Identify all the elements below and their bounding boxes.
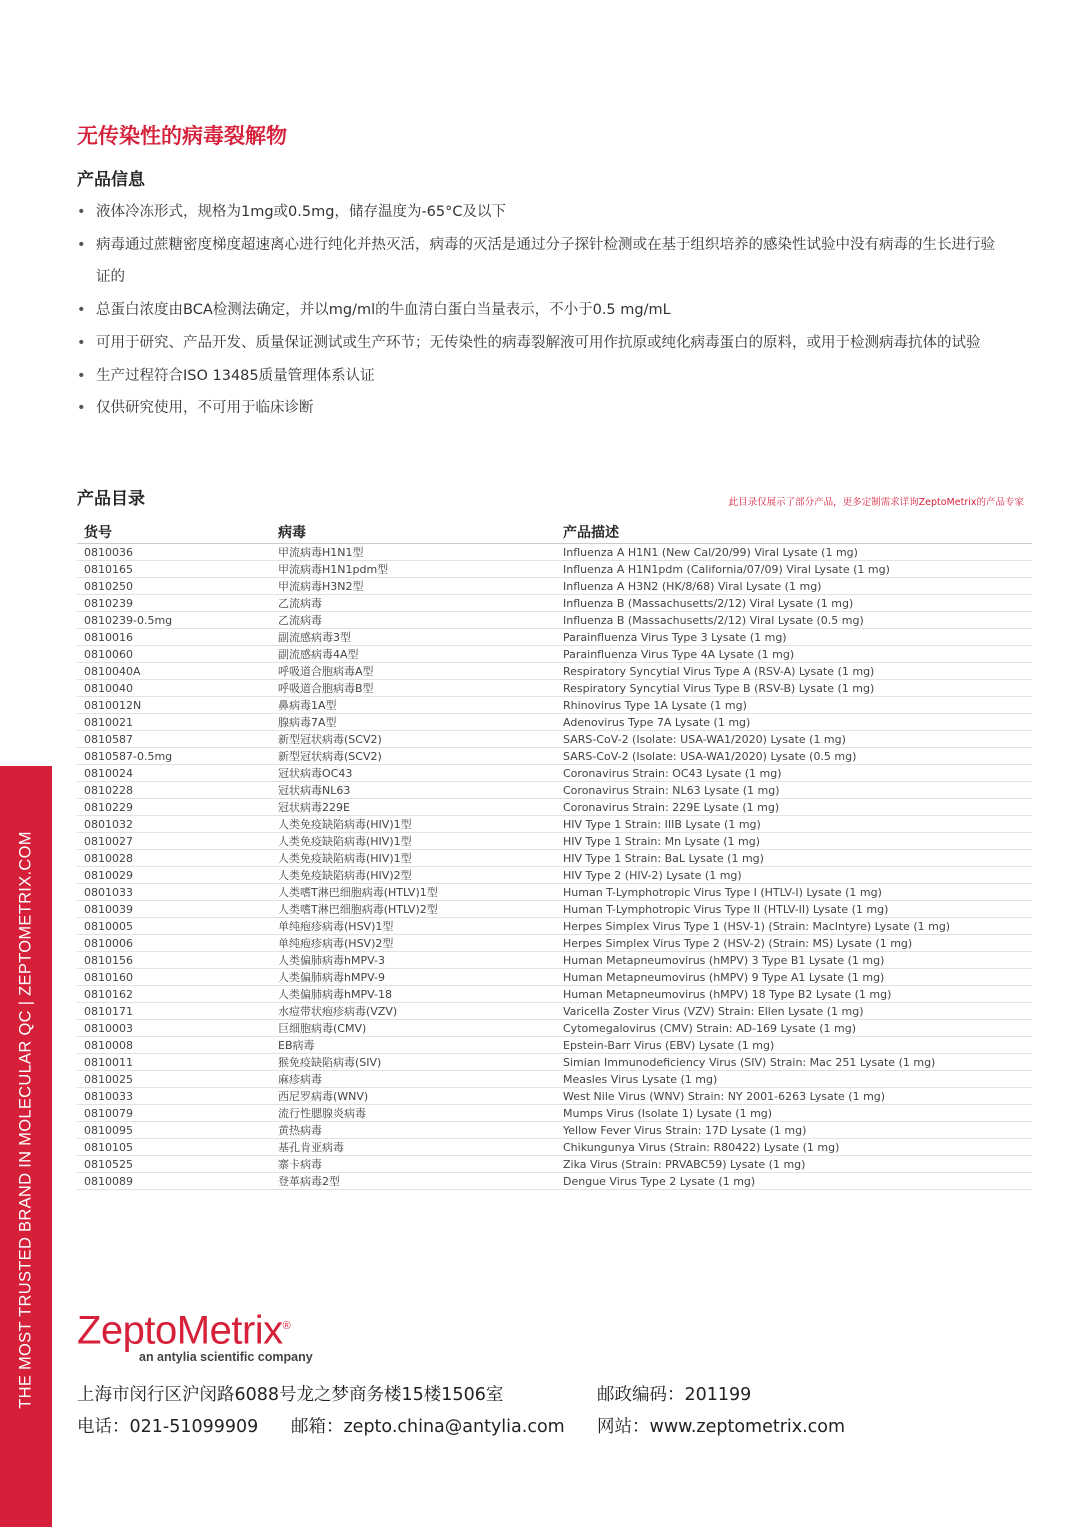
description-cell: Respiratory Syncytial Virus Type A (RSV-A) Lysate (1 mg) (556, 663, 1032, 680)
table-row (77, 1054, 1032, 1071)
info-item: • 液体冷冻形式，规格为1mg或0.5mg，储存温度为-65°C及以下 (77, 196, 997, 229)
description-cell: Coronavirus Strain: OC43 Lysate (1 mg) (556, 765, 1032, 782)
logo-wordmark: ZeptoMetrix (77, 1308, 283, 1353)
sku-cell: 0810040 (77, 680, 271, 697)
description-cell: Simian Immunodeficiency Virus (SIV) Strain: Mac 251 Lysate (1 mg) (556, 1054, 1032, 1071)
table-row (77, 544, 1032, 561)
table-row (77, 561, 1032, 578)
description-cell: Influenza A H1N1 (New Cal/20/99) Viral Lysate (1 mg) (556, 544, 1032, 561)
description-cell: SARS-CoV-2 (Isolate: USA-WA1/2020) Lysate (0.5 mg) (556, 748, 1032, 765)
description-cell: Human T-Lymphotropic Virus Type II (HTLV-II) Lysate (1 mg) (556, 901, 1032, 918)
description-cell: Influenza B (Massachusetts/2/12) Viral Lysate (0.5 mg) (556, 612, 1032, 629)
table-row (77, 731, 1032, 748)
description-cell: Coronavirus Strain: NL63 Lysate (1 mg) (556, 782, 1032, 799)
sku-cell: 0810105 (77, 1139, 271, 1156)
virus-cell: 西尼罗病毒(WNV) (271, 1088, 556, 1105)
sku-cell: 0810006 (77, 935, 271, 952)
sku-cell: 0810029 (77, 867, 271, 884)
virus-cell: 人类免疫缺陷病毒(HIV)1型 (271, 833, 556, 850)
sku-cell: 0810005 (77, 918, 271, 935)
catalog-body (77, 544, 1032, 1190)
table-row (77, 901, 1032, 918)
virus-cell: 人类偏肺病毒hMPV-9 (271, 969, 556, 986)
description-cell: Varicella Zoster Virus (VZV) Strain: Ellen Lysate (1 mg) (556, 1003, 1032, 1020)
info-item: • 仅供研究使用，不可用于临床诊断 (77, 392, 997, 425)
table-row (77, 595, 1032, 612)
sku-cell: 0810250 (77, 578, 271, 595)
description-cell: West Nile Virus (WNV) Strain: NY 2001-6263 Lysate (1 mg) (556, 1088, 1032, 1105)
contact-phone: 电话：021-51099909 (77, 1417, 259, 1437)
registered-mark: ® (282, 1320, 291, 1332)
virus-cell: 乙流病毒 (271, 612, 556, 629)
side-band-text: THE MOST TRUSTED BRAND IN MOLECULAR QC | ZEPTOMETRIX.COM (16, 831, 35, 1409)
description-cell: Adenovirus Type 7A Lysate (1 mg) (556, 714, 1032, 731)
sku-cell: 0810040A (77, 663, 271, 680)
table-row (77, 952, 1032, 969)
table-row (77, 935, 1032, 952)
description-cell: Dengue Virus Type 2 Lysate (1 mg) (556, 1173, 1032, 1190)
table-row (77, 918, 1032, 935)
table-row (77, 612, 1032, 629)
virus-cell: EB病毒 (271, 1037, 556, 1054)
sku-cell: 0810039 (77, 901, 271, 918)
sku-cell: 0810156 (77, 952, 271, 969)
contact-postcode: 邮政编码：201199 (597, 1385, 752, 1405)
sku-cell: 0810028 (77, 850, 271, 867)
virus-cell: 冠状病毒NL63 (271, 782, 556, 799)
description-cell: Herpes Simplex Virus Type 2 (HSV-2) (Strain: MS) Lysate (1 mg) (556, 935, 1032, 952)
virus-cell: 乙流病毒 (271, 595, 556, 612)
virus-cell: 副流感病毒3型 (271, 629, 556, 646)
table-row (77, 1156, 1032, 1173)
table-row (77, 850, 1032, 867)
virus-cell: 甲流病毒H1N1型 (271, 544, 556, 561)
sku-cell: 0810011 (77, 1054, 271, 1071)
sku-cell: 0810160 (77, 969, 271, 986)
virus-cell: 呼吸道合胞病毒B型 (271, 680, 556, 697)
table-row (77, 1037, 1032, 1054)
catalog-table (77, 521, 1032, 1190)
info-item: • 病毒通过蔗糖密度梯度超速离心进行纯化并热灭活，病毒的灭活是通过分子探针检测或在基于组织培养的感染性试验中没有病毒的生长进行验证的 (77, 229, 997, 294)
table-row (77, 1071, 1032, 1088)
contact-address: 上海市闵行区沪闵路6088号龙之梦商务楼15楼1506室 (77, 1385, 504, 1405)
table-row (77, 969, 1032, 986)
sku-cell: 0810229 (77, 799, 271, 816)
description-cell: Yellow Fever Virus Strain: 17D Lysate (1 mg) (556, 1122, 1032, 1139)
description-cell: Human T-Lymphotropic Virus Type I (HTLV-I) Lysate (1 mg) (556, 884, 1032, 901)
virus-cell: 猴免疫缺陷病毒(SIV) (271, 1054, 556, 1071)
table-row (77, 986, 1032, 1003)
virus-cell: 腺病毒7A型 (271, 714, 556, 731)
sku-cell: 0810239-0.5mg (77, 612, 271, 629)
virus-cell: 人类免疫缺陷病毒(HIV)1型 (271, 850, 556, 867)
sku-cell: 0810165 (77, 561, 271, 578)
table-row (77, 1020, 1032, 1037)
virus-cell: 流行性腮腺炎病毒 (271, 1105, 556, 1122)
sku-cell: 0810095 (77, 1122, 271, 1139)
virus-cell: 单纯疱疹病毒(HSV)2型 (271, 935, 556, 952)
catalog-header-row (77, 521, 1032, 544)
virus-cell: 登革病毒2型 (271, 1173, 556, 1190)
description-cell: Human Metapneumovirus (hMPV) 3 Type B1 Lysate (1 mg) (556, 952, 1032, 969)
info-item: • 生产过程符合ISO 13485质量管理体系认证 (77, 360, 997, 393)
description-cell: Chikungunya Virus (Strain: R80422) Lysate (1 mg) (556, 1139, 1032, 1156)
virus-cell: 甲流病毒H3N2型 (271, 578, 556, 595)
table-row (77, 884, 1032, 901)
description-cell: Parainfluenza Virus Type 3 Lysate (1 mg) (556, 629, 1032, 646)
contact-email: 邮箱：zepto.china@antylia.com (291, 1417, 565, 1437)
catalog-note: 此目录仅展示了部分产品，更多定制需求详询ZeptoMetrix的产品专家 (728, 497, 1024, 508)
virus-cell: 冠状病毒229E (271, 799, 556, 816)
sku-cell: 0810012N (77, 697, 271, 714)
catalog-title: 产品目录 (77, 489, 145, 509)
virus-cell: 黄热病毒 (271, 1122, 556, 1139)
sku-cell: 0801032 (77, 816, 271, 833)
table-row (77, 646, 1032, 663)
description-cell: Rhinovirus Type 1A Lysate (1 mg) (556, 697, 1032, 714)
table-row (77, 833, 1032, 850)
table-row (77, 1139, 1032, 1156)
virus-cell: 麻疹病毒 (271, 1071, 556, 1088)
description-cell: Cytomegalovirus (CMV) Strain: AD-169 Lysate (1 mg) (556, 1020, 1032, 1037)
table-row (77, 1088, 1032, 1105)
sku-cell: 0810027 (77, 833, 271, 850)
table-row (77, 816, 1032, 833)
description-cell: Mumps Virus (Isolate 1) Lysate (1 mg) (556, 1105, 1032, 1122)
description-cell: HIV Type 1 Strain: IIIB Lysate (1 mg) (556, 816, 1032, 833)
sku-cell: 0810228 (77, 782, 271, 799)
column-header-description: 产品描述 (556, 521, 1032, 544)
product-info-title: 产品信息 (77, 170, 145, 190)
description-cell: Epstein-Barr Virus (EBV) Lysate (1 mg) (556, 1037, 1032, 1054)
description-cell: Influenza A H3N2 (HK/8/68) Viral Lysate (1 mg) (556, 578, 1032, 595)
contact-website: 网站：www.zeptometrix.com (597, 1417, 846, 1437)
table-row (77, 867, 1032, 884)
virus-cell: 副流感病毒4A型 (271, 646, 556, 663)
page-title: 无传染性的病毒裂解物 (77, 124, 287, 148)
virus-cell: 水痘带状疱疹病毒(VZV) (271, 1003, 556, 1020)
sku-cell: 0810587 (77, 731, 271, 748)
column-header-virus: 病毒 (271, 521, 556, 544)
description-cell: HIV Type 1 Strain: Mn Lysate (1 mg) (556, 833, 1032, 850)
virus-cell: 巨细胞病毒(CMV) (271, 1020, 556, 1037)
virus-cell: 人类偏肺病毒hMPV-3 (271, 952, 556, 969)
virus-cell: 单纯疱疹病毒(HSV)1型 (271, 918, 556, 935)
table-row (77, 1173, 1032, 1190)
virus-cell: 人类免疫缺陷病毒(HIV)1型 (271, 816, 556, 833)
zeptometrix-logo (77, 1304, 313, 1364)
table-row (77, 748, 1032, 765)
virus-cell: 呼吸道合胞病毒A型 (271, 663, 556, 680)
table-row (77, 663, 1032, 680)
virus-cell: 新型冠状病毒(SCV2) (271, 748, 556, 765)
virus-cell: 人类免疫缺陷病毒(HIV)2型 (271, 867, 556, 884)
info-item: • 总蛋白浓度由BCA检测法确定，并以mg/ml的牛血清白蛋白当量表示，不小于0.5 mg/mL (77, 294, 997, 327)
description-cell: Parainfluenza Virus Type 4A Lysate (1 mg) (556, 646, 1032, 663)
sku-cell: 0810587-0.5mg (77, 748, 271, 765)
virus-cell: 人类嗜T淋巴细胞病毒(HTLV)1型 (271, 884, 556, 901)
sku-cell: 0810060 (77, 646, 271, 663)
product-info-list (77, 196, 997, 425)
description-cell: Herpes Simplex Virus Type 1 (HSV-1) (Strain: MacIntyre) Lysate (1 mg) (556, 918, 1032, 935)
table-row (77, 799, 1032, 816)
sku-cell: 0810024 (77, 765, 271, 782)
description-cell: Influenza B (Massachusetts/2/12) Viral Lysate (1 mg) (556, 595, 1032, 612)
description-cell: Respiratory Syncytial Virus Type B (RSV-B) Lysate (1 mg) (556, 680, 1032, 697)
description-cell: Zika Virus (Strain: PRVABC59) Lysate (1 mg) (556, 1156, 1032, 1173)
description-cell: SARS-CoV-2 (Isolate: USA-WA1/2020) Lysate (1 mg) (556, 731, 1032, 748)
virus-cell: 人类嗜T淋巴细胞病毒(HTLV)2型 (271, 901, 556, 918)
description-cell: Coronavirus Strain: 229E Lysate (1 mg) (556, 799, 1032, 816)
table-row (77, 782, 1032, 799)
virus-cell: 新型冠状病毒(SCV2) (271, 731, 556, 748)
table-row (77, 1122, 1032, 1139)
description-cell: Influenza A H1N1pdm (California/07/09) Viral Lysate (1 mg) (556, 561, 1032, 578)
sku-cell: 0801033 (77, 884, 271, 901)
table-row (77, 1003, 1032, 1020)
sku-cell: 0810171 (77, 1003, 271, 1020)
sku-cell: 0810036 (77, 544, 271, 561)
table-row (77, 714, 1032, 731)
table-row (77, 697, 1032, 714)
table-row (77, 765, 1032, 782)
sku-cell: 0810025 (77, 1071, 271, 1088)
info-item: • 可用于研究、产品开发、质量保证测试或生产环节；无传染性的病毒裂解液可用作抗原或纯化病毒蛋白的原料，或用于检测病毒抗体的试验 (77, 327, 997, 360)
virus-cell: 冠状病毒OC43 (271, 765, 556, 782)
column-header-sku: 货号 (77, 521, 271, 544)
sku-cell: 0810033 (77, 1088, 271, 1105)
virus-cell: 鼻病毒1A型 (271, 697, 556, 714)
table-row (77, 578, 1032, 595)
description-cell: Human Metapneumovirus (hMPV) 18 Type B2 Lysate (1 mg) (556, 986, 1032, 1003)
sku-cell: 0810016 (77, 629, 271, 646)
table-row (77, 629, 1032, 646)
virus-cell: 寨卡病毒 (271, 1156, 556, 1173)
sku-cell: 0810162 (77, 986, 271, 1003)
virus-cell: 人类偏肺病毒hMPV-18 (271, 986, 556, 1003)
table-row (77, 680, 1032, 697)
description-cell: Human Metapneumovirus (hMPV) 9 Type A1 Lysate (1 mg) (556, 969, 1032, 986)
sku-cell: 0810021 (77, 714, 271, 731)
sku-cell: 0810079 (77, 1105, 271, 1122)
sku-cell: 0810239 (77, 595, 271, 612)
table-row (77, 1105, 1032, 1122)
virus-cell: 甲流病毒H1N1pdm型 (271, 561, 556, 578)
sku-cell: 0810003 (77, 1020, 271, 1037)
sku-cell: 0810008 (77, 1037, 271, 1054)
description-cell: HIV Type 2 (HIV-2) Lysate (1 mg) (556, 867, 1032, 884)
description-cell: Measles Virus Lysate (1 mg) (556, 1071, 1032, 1088)
sku-cell: 0810525 (77, 1156, 271, 1173)
description-cell: HIV Type 1 Strain: BaL Lysate (1 mg) (556, 850, 1032, 867)
sku-cell: 0810089 (77, 1173, 271, 1190)
virus-cell: 基孔肯亚病毒 (271, 1139, 556, 1156)
logo-tagline: an antylia scientific company (139, 1350, 313, 1365)
